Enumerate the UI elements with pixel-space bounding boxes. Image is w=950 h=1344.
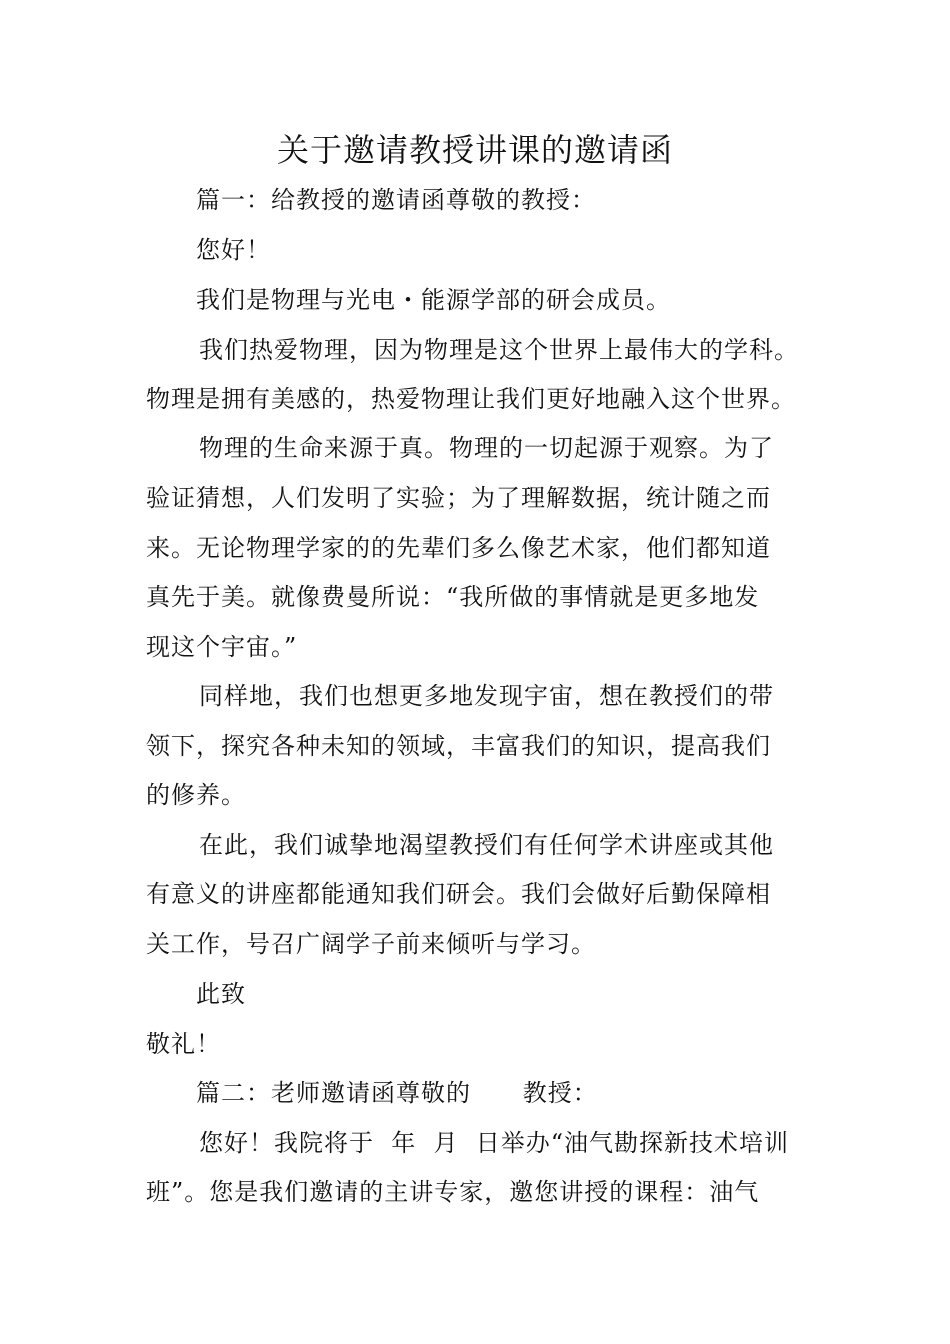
paragraph-line: 我们是物理与光电・能源学部的研会成员。 <box>196 286 671 314</box>
section-heading: 篇二：老师邀请函尊敬的 教授： <box>196 1079 598 1107</box>
paragraph-line: 的修养。 <box>146 781 246 809</box>
closing-line: 敬礼！ <box>146 1030 221 1058</box>
paragraph-line: 在此，我们诚挚地渴望教授们有任何学术讲座或其他 <box>199 831 774 859</box>
paragraph-line: 现这个宇宙。” <box>146 633 298 661</box>
document-title: 关于邀请教授讲课的邀请函 <box>276 131 673 169</box>
paragraph-line: 您好！ <box>196 236 271 264</box>
paragraph-line: 您好！我院将于 年 月 日举办“油气勘探新技术培训 <box>199 1129 790 1157</box>
paragraph-line: 篇一：给教授的邀请函尊敬的教授： <box>196 186 596 214</box>
paragraph-line: 物理的生命来源于真。物理的一切起源于观察。为了 <box>199 434 774 462</box>
paragraph-line: 有意义的讲座都能通知我们研会。我们会做好后勤保障相 <box>146 880 771 908</box>
paragraph-line: 来。无论物理学家的的先辈们多么像艺术家，他们都知道 <box>146 534 771 562</box>
paragraph-line: 关工作，号召广阔学子前来倾听与学习。 <box>146 930 596 958</box>
paragraph-line: 领下，探究各种未知的领域，丰富我们的知识，提高我们 <box>146 732 771 760</box>
closing-line: 此致 <box>196 980 246 1008</box>
paragraph-line: 同样地，我们也想更多地发现宇宙，想在教授们的带 <box>199 682 774 710</box>
paragraph-line: 我们热爱物理，因为物理是这个世界上最伟大的学科。 <box>199 336 799 364</box>
paragraph-line: 班”。您是我们邀请的主讲专家，邀您讲授的课程：油气 <box>146 1178 760 1206</box>
paragraph-line: 物理是拥有美感的，热爱物理让我们更好地融入这个世界。 <box>146 385 796 413</box>
paragraph-line: 验证猜想，人们发明了实验；为了理解数据，统计随之而 <box>146 484 771 512</box>
paragraph-line: 真先于美。就像费曼所说：“我所做的事情就是更多地发 <box>146 583 760 611</box>
